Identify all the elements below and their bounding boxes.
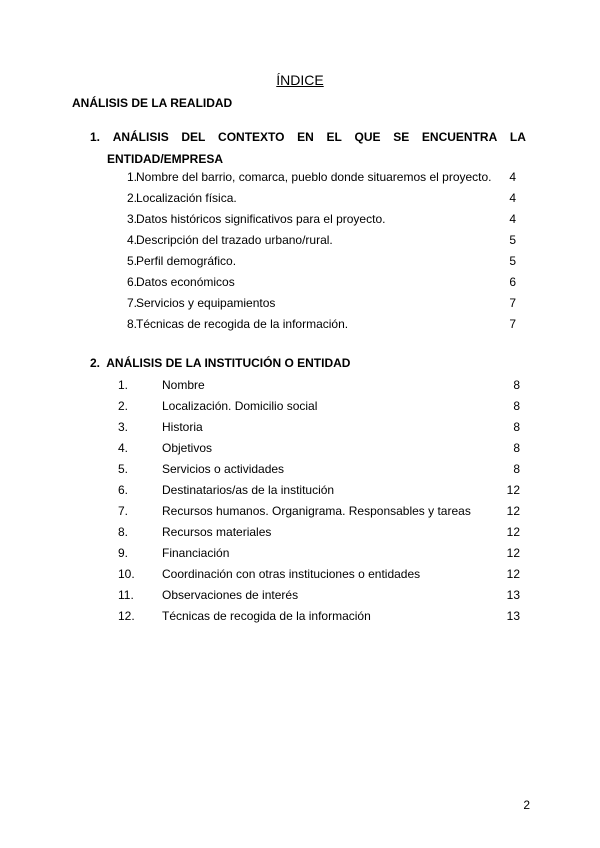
toc-entry-page: 12 bbox=[506, 504, 520, 518]
toc-entry-title: Nombre del barrio, comarca, pueblo donde situaremos el proyecto. bbox=[136, 170, 492, 184]
toc-entry-title: Nombre bbox=[162, 378, 205, 392]
toc-entry[interactable] bbox=[0, 482, 600, 498]
toc-entry-title: Técnicas de recogida de la información. bbox=[136, 317, 349, 331]
heading-word: QUE bbox=[354, 130, 381, 144]
section2-heading: 2. ANÁLISIS DE LA INSTITUCIÓN O ENTIDAD bbox=[90, 356, 351, 370]
toc-entry-page: 12 bbox=[506, 567, 520, 581]
toc-entry-number: 9. bbox=[118, 546, 129, 560]
toc-entry-title: Recursos materiales bbox=[162, 525, 272, 539]
toc-entry-number: 7. bbox=[126, 296, 137, 310]
toc-entry[interactable] bbox=[0, 274, 600, 290]
toc-entry-title: Observaciones de interés bbox=[162, 588, 299, 602]
toc-entry-number: 4. bbox=[118, 441, 129, 455]
toc-entry[interactable] bbox=[0, 440, 600, 456]
toc-entry-number: 10. bbox=[118, 567, 135, 581]
toc-entry-page: 4 bbox=[509, 170, 516, 184]
toc-entry[interactable] bbox=[0, 377, 600, 393]
heading-word: EN bbox=[297, 130, 314, 144]
toc-entry-page: 12 bbox=[506, 525, 520, 539]
index-title: ÍNDICE bbox=[276, 72, 324, 88]
section1-heading-line2: ENTIDAD/EMPRESA bbox=[107, 152, 224, 166]
toc-entry-page: 6 bbox=[509, 275, 516, 289]
heading-word: LA bbox=[509, 130, 526, 144]
toc-entry-number: 12. bbox=[118, 609, 135, 623]
heading-word: ANÁLISIS bbox=[112, 130, 169, 144]
toc-entry[interactable] bbox=[0, 566, 600, 582]
toc-entry-title: Datos económicos bbox=[136, 275, 235, 289]
toc-entry-number: 11. bbox=[118, 588, 134, 602]
toc-entry-title: Financiación bbox=[162, 546, 230, 560]
toc-entry-page: 12 bbox=[506, 546, 520, 560]
toc-entry-number: 1. bbox=[118, 378, 129, 392]
toc-entry-page: 7 bbox=[509, 317, 516, 331]
heading-word: EL bbox=[326, 130, 342, 144]
toc-entry[interactable] bbox=[0, 316, 600, 332]
toc-entry-number: 8. bbox=[126, 317, 137, 331]
toc-entry[interactable] bbox=[0, 419, 600, 435]
toc-entry-page: 4 bbox=[509, 191, 516, 205]
toc-entry-page: 7 bbox=[509, 296, 516, 310]
toc-entry-number: 6. bbox=[126, 275, 137, 289]
toc-entry-title: Destinatarios/as de la institución bbox=[162, 483, 335, 497]
toc-entry-title: Técnicas de recogida de la información bbox=[162, 609, 371, 623]
toc-entry[interactable] bbox=[0, 608, 600, 624]
toc-entry-page: 4 bbox=[509, 212, 516, 226]
toc-entry-number: 5. bbox=[126, 254, 137, 268]
toc-entry-number: 6. bbox=[118, 483, 129, 497]
toc-entry-number: 8. bbox=[118, 525, 129, 539]
toc-entry-page: 8 bbox=[513, 462, 520, 476]
toc-entry-title: Coordinación con otras instituciones o entidades bbox=[162, 567, 421, 581]
toc-entry[interactable] bbox=[0, 232, 600, 248]
toc-entry-page: 12 bbox=[506, 483, 520, 497]
toc-entry-page: 8 bbox=[513, 420, 520, 434]
toc-entry[interactable] bbox=[0, 211, 600, 227]
toc-entry-title: Servicios o actividades bbox=[162, 462, 285, 476]
toc-entry-page: 5 bbox=[509, 254, 516, 268]
part-title: ANÁLISIS DE LA REALIDAD bbox=[72, 96, 233, 110]
toc-entry[interactable] bbox=[0, 295, 600, 311]
toc-entry-title: Servicios y equipamientos bbox=[136, 296, 276, 310]
toc-entry-title: Recursos humanos. Organigrama. Responsables y tareas bbox=[162, 504, 471, 518]
page-number: 2 bbox=[523, 798, 530, 812]
toc-entry-page: 8 bbox=[513, 378, 520, 392]
section1-heading bbox=[90, 126, 526, 170]
toc-entry-number: 2. bbox=[118, 399, 129, 413]
toc-entry-page: 8 bbox=[513, 399, 520, 413]
toc-entry-title: Historia bbox=[162, 420, 203, 434]
toc-entry[interactable] bbox=[0, 587, 600, 603]
toc-entry[interactable] bbox=[0, 169, 600, 185]
toc-entry[interactable] bbox=[0, 524, 600, 540]
toc-entry[interactable] bbox=[0, 190, 600, 206]
toc-entry-title: Localización física. bbox=[136, 191, 237, 205]
heading-word: CONTEXTO bbox=[218, 130, 285, 144]
toc-entry-number: 2. bbox=[126, 191, 137, 205]
toc-entry-number: 1. bbox=[126, 170, 137, 184]
toc-entry[interactable] bbox=[0, 461, 600, 477]
toc-entry-number: 3. bbox=[126, 212, 137, 226]
heading-word: ENCUENTRA bbox=[421, 130, 498, 144]
toc-entry-page: 13 bbox=[506, 609, 520, 623]
heading-word: SE bbox=[393, 130, 410, 144]
toc-entry-number: 4. bbox=[126, 233, 137, 247]
toc-entry-title: Perfil demográfico. bbox=[136, 254, 237, 268]
toc-entry-title: Datos históricos significativos para el proyecto. bbox=[136, 212, 386, 226]
section1-heading-line1 bbox=[90, 126, 526, 148]
toc-entry-page: 13 bbox=[506, 588, 520, 602]
toc-entry-title: Objetivos bbox=[162, 441, 213, 455]
toc-entry-page: 5 bbox=[509, 233, 516, 247]
toc-entry[interactable] bbox=[0, 398, 600, 414]
toc-entry-title: Descripción del trazado urbano/rural. bbox=[136, 233, 333, 247]
heading-word: 1. bbox=[90, 130, 101, 144]
toc-entry[interactable] bbox=[0, 253, 600, 269]
toc-entry[interactable] bbox=[0, 545, 600, 561]
toc-entry[interactable] bbox=[0, 503, 600, 519]
toc-entry-number: 5. bbox=[118, 462, 129, 476]
heading-word: DEL bbox=[181, 130, 206, 144]
toc-entry-title: Localización. Domicilio social bbox=[162, 399, 318, 413]
toc-entry-page: 8 bbox=[513, 441, 520, 455]
toc-entry-number: 7. bbox=[118, 504, 129, 518]
toc-entry-number: 3. bbox=[118, 420, 129, 434]
